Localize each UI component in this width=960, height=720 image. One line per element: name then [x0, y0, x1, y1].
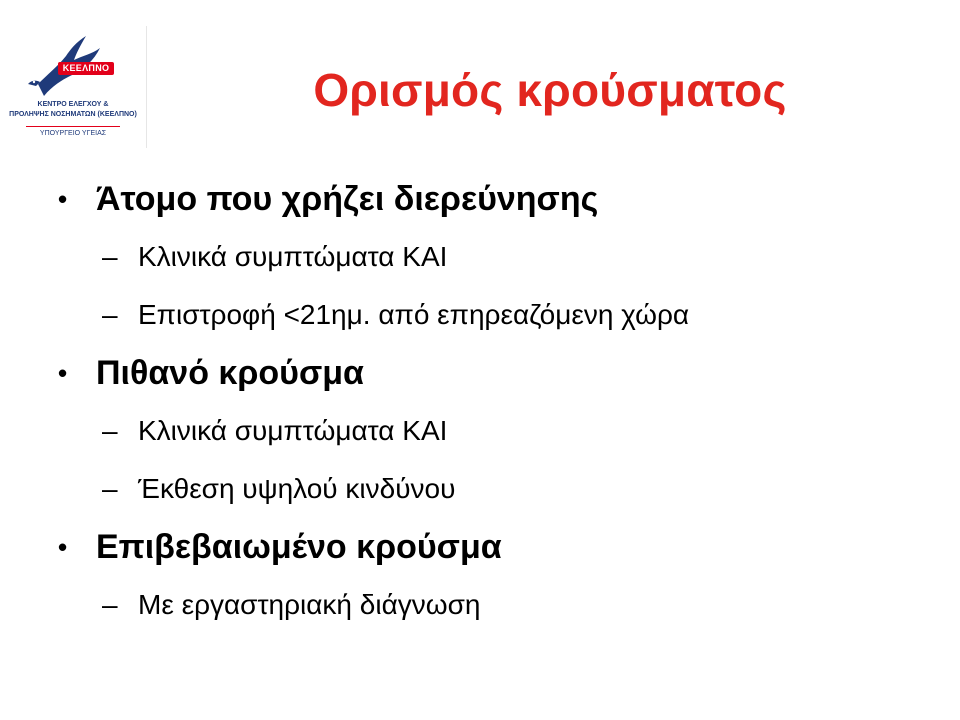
dash-icon: – — [102, 299, 118, 330]
sub-item — [56, 228, 926, 286]
sub-item — [56, 576, 926, 634]
sub-item — [56, 286, 926, 344]
logo-ministry: ΥΠΟΥΡΓΕΙΟ ΥΓΕΙΑΣ — [39, 130, 107, 137]
sub-item-text: Κλινικά συμπτώματα ΚΑΙ — [138, 241, 448, 272]
sub-item — [56, 460, 926, 518]
dash-icon: – — [102, 241, 118, 272]
dash-icon: – — [102, 415, 118, 446]
sub-item-text: Κλινικά συμπτώματα ΚΑΙ — [138, 415, 448, 446]
logo-divider — [26, 126, 120, 127]
bullet-icon: • — [58, 532, 68, 562]
sub-item — [56, 402, 926, 460]
dash-icon: – — [102, 473, 118, 504]
bullet-item — [56, 518, 926, 576]
bullet-icon: • — [58, 184, 68, 214]
bullet-item — [56, 170, 926, 228]
logo-name-line-2: ΠΡΟΛΗΨΗΣ ΝΟΣΗΜΑΤΩΝ (ΚΕΕΛΠΝΟ) — [9, 111, 137, 118]
logo-name-line-1: ΚΕΝΤΡΟ ΕΛΕΓΧΟΥ & — [37, 101, 109, 108]
sub-item-text: Έκθεση υψηλού κινδύνου — [138, 473, 456, 504]
slide-title: Ορισμός κρούσματος — [313, 64, 787, 116]
sub-item-text: Με εργαστηριακή διάγνωση — [138, 589, 481, 620]
bullet-list — [56, 170, 926, 634]
logo-badge: ΚΕΕΛΠΝΟ — [58, 62, 114, 75]
keelpno-logo — [0, 26, 147, 148]
dash-icon: – — [102, 589, 118, 620]
bullet-text: Πιθανό κρούσμα — [96, 354, 364, 392]
bullet-item — [56, 344, 926, 402]
bullet-text: Επιβεβαιωμένο κρούσμα — [96, 528, 502, 566]
bullet-icon: • — [58, 358, 68, 388]
bullet-text: Άτομο που χρήζει διερεύνησης — [96, 180, 599, 218]
sub-item-text: Επιστροφή <21ημ. από επηρεαζόμενη χώρα — [138, 299, 690, 330]
